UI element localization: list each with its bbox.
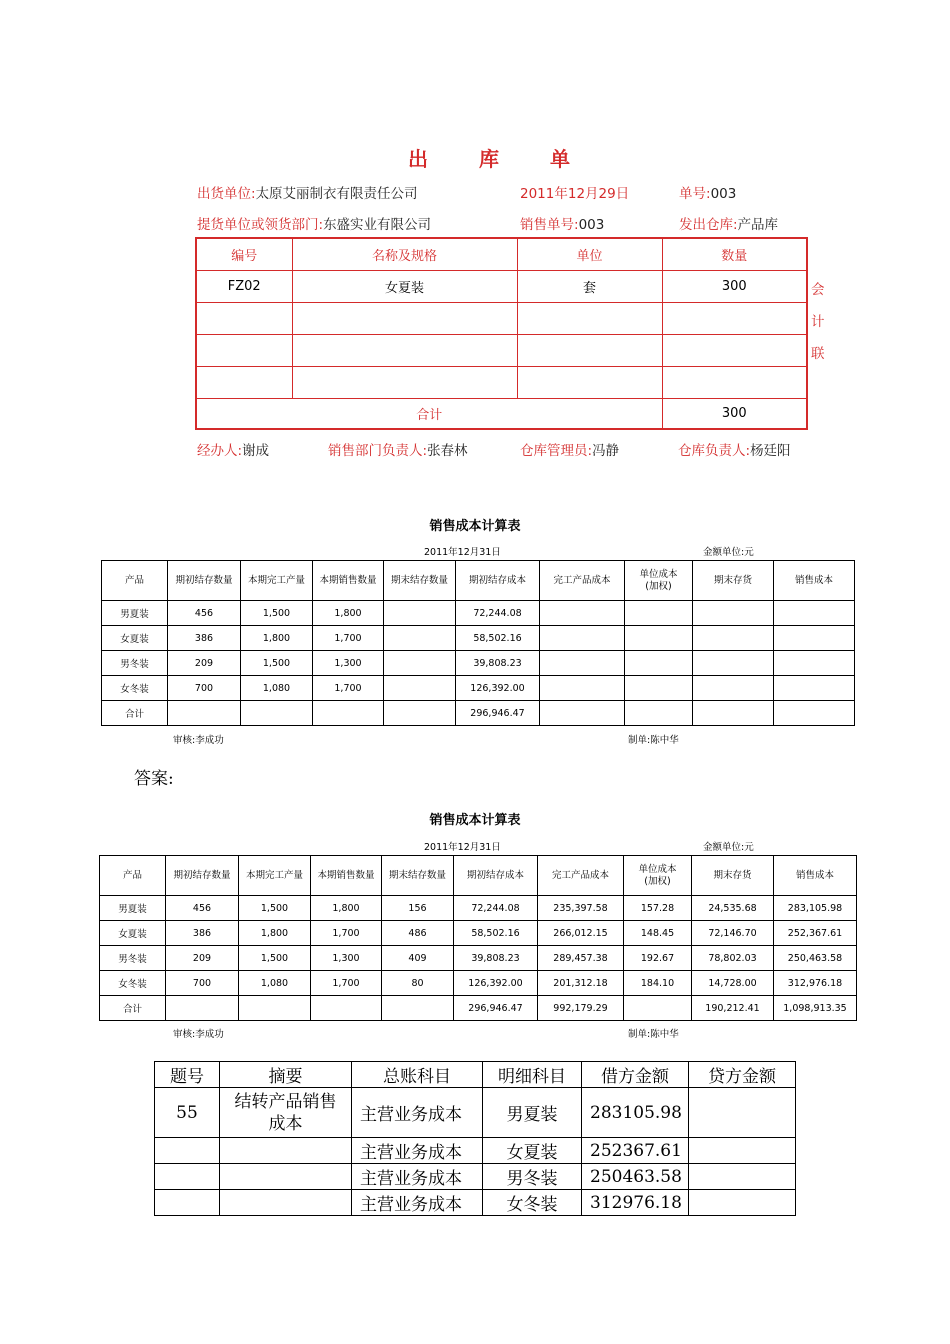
cell: 266,012.15 [538,921,624,946]
calc-table-1-date: 2011年12月31日 [424,547,501,558]
outbound-table [195,237,808,430]
cell [689,1138,796,1164]
cell: 1,500 [241,601,313,626]
cell [689,1088,796,1138]
total-row [102,701,855,726]
calc-table-1-body [102,601,855,726]
handler-field: 经办人:谢成 [197,443,270,459]
answer-label: 答案: [134,769,174,789]
calc-table-1-title: 销售成本计算表 [429,519,521,534]
col-unit: 单位 [517,238,662,270]
journal-header [155,1062,796,1088]
cell [774,626,855,651]
table-row [102,601,855,626]
table-row [196,270,807,302]
cell [774,651,855,676]
cell: 700 [168,676,241,701]
cell: 24,535.68 [692,896,774,921]
cell [693,701,774,726]
table-row [196,366,807,398]
cell [540,601,625,626]
cell [313,701,384,726]
cell: 209 [166,946,239,971]
header-cell: 本期完工产量 [241,561,313,601]
cell: 209 [168,651,241,676]
header-cell: 借方金额 [582,1062,689,1088]
header-cell: 产品 [102,561,168,601]
calc-table-2-unit: 金额单位:元 [703,842,754,853]
cell: 主营业务成本 [352,1190,483,1216]
product-cell: 合计 [102,701,168,726]
cell [196,302,292,334]
calc-table-1-unit: 金额单位:元 [703,547,754,558]
cell: 1,700 [313,676,384,701]
cell: 1,800 [239,921,311,946]
cell: 1,300 [311,946,382,971]
calc-table-2 [99,855,857,1021]
sales-head-field: 销售部门负责人:张春林 [328,443,468,459]
header-cell: 摘要 [220,1062,352,1088]
cell [693,676,774,701]
cell: 主营业务成本 [352,1138,483,1164]
header-cell: 产品 [100,856,166,896]
cell: 250463.58 [582,1164,689,1190]
calc-table-1-reviewer: 审核:李成功 [173,735,224,746]
cell: 1,500 [239,946,311,971]
header-cell: 本期销售数量 [311,856,382,896]
cell: FZ02 [196,270,292,302]
cell: 1,700 [313,626,384,651]
cell: 289,457.38 [538,946,624,971]
side-note-1: 会 [811,282,825,298]
cell [384,701,456,726]
cell [517,366,662,398]
cell: 252,367.61 [774,921,857,946]
receiver-field: 提货单位或领货部门:东盛实业有限公司 [197,217,432,233]
cell [292,302,517,334]
cell [517,334,662,366]
cell [384,626,456,651]
header-cell: 完工产品成本 [540,561,625,601]
header-cell: 题号 [155,1062,220,1088]
total-label: 合计 [196,398,662,429]
header-cell: 明细科目 [483,1062,582,1088]
cell [693,601,774,626]
cell: 283,105.98 [774,896,857,921]
header-cell: 期末结存数量 [382,856,454,896]
cell: 192.67 [624,946,692,971]
table-row [155,1190,796,1216]
cell: 主营业务成本 [352,1164,483,1190]
cell: 女冬装 [483,1190,582,1216]
calc-table-1-preparer: 制单:陈中华 [628,735,679,746]
cell: 250,463.58 [774,946,857,971]
header-cell: 贷方金额 [689,1062,796,1088]
cell [540,651,625,676]
cell [196,366,292,398]
cell: 296,946.47 [456,701,540,726]
cell: 235,397.58 [538,896,624,921]
calc-table-2-title: 销售成本计算表 [429,813,521,828]
cell: 39,808.23 [456,651,540,676]
keeper-field: 仓库管理员:冯静 [520,443,620,459]
cell: 1,700 [311,971,382,996]
table-row [196,302,807,334]
question-number: 55 [155,1088,220,1138]
table-row [100,921,857,946]
form-title: 出 库 单 [408,147,592,171]
cell [220,1190,352,1216]
cell: 300 [662,270,807,302]
header-cell: 期初结存成本 [456,561,540,601]
cell [384,676,456,701]
cell [693,626,774,651]
shipper-field: 出货单位:太原艾丽制衣有限责任公司 [197,186,418,202]
cell: 456 [166,896,239,921]
cell [239,996,311,1021]
doc-number-field: 单号:003 [679,186,737,202]
header-cell: 期初结存成本 [454,856,538,896]
cell [624,996,692,1021]
col-quantity: 数量 [662,238,807,270]
table-row [102,626,855,651]
product-cell: 女夏装 [102,626,168,651]
cell: 700 [166,971,239,996]
cell: 58,502.16 [456,626,540,651]
cell [311,996,382,1021]
cell [625,676,693,701]
header-cell: 期初结存数量 [168,561,241,601]
cell: 套 [517,270,662,302]
cell: 72,244.08 [456,601,540,626]
sales-number-field: 销售单号:003 [520,217,605,233]
total-row [100,996,857,1021]
product-cell: 合计 [100,996,166,1021]
cell [241,701,313,726]
table-row [196,334,807,366]
calc-table-2-header [100,856,857,896]
cell: 1,700 [311,921,382,946]
product-cell: 男冬装 [100,946,166,971]
header-cell: 销售成本 [774,856,857,896]
cell: 男夏装 [483,1088,582,1138]
cell: 1,500 [239,896,311,921]
cell: 女夏装 [483,1138,582,1164]
table-row [100,971,857,996]
calc-table-2-preparer: 制单:陈中华 [628,1029,679,1040]
cell: 72,146.70 [692,921,774,946]
cell [292,334,517,366]
cell: 486 [382,921,454,946]
cell: 312976.18 [582,1190,689,1216]
cell: 女夏装 [292,270,517,302]
product-cell: 女冬装 [100,971,166,996]
cell: 409 [382,946,454,971]
cell [292,366,517,398]
cell [689,1190,796,1216]
cell: 148.45 [624,921,692,946]
cell [774,601,855,626]
calc-table-2-reviewer: 审核:李成功 [173,1029,224,1040]
cell: 男冬装 [483,1164,582,1190]
total-value: 300 [662,398,807,429]
table-row [102,651,855,676]
calc-table-1 [101,560,855,726]
outbound-header-row [196,238,807,270]
cell [220,1138,352,1164]
cell [774,676,855,701]
cell [625,626,693,651]
product-cell: 女夏装 [100,921,166,946]
side-note-3: 联 [811,346,825,362]
cell: 1,500 [241,651,313,676]
cell: 283105.98 [582,1088,689,1138]
cell: 386 [168,626,241,651]
cell [540,701,625,726]
cell: 296,946.47 [454,996,538,1021]
cell [625,701,693,726]
header-cell: 期末结存数量 [384,561,456,601]
cell: 14,728.00 [692,971,774,996]
cell [517,302,662,334]
calc-table-1-header [102,561,855,601]
cell [774,701,855,726]
header-cell: 单位成本 (加权) [624,856,692,896]
cell: 58,502.16 [454,921,538,946]
table-row [100,946,857,971]
header-cell: 期初结存数量 [166,856,239,896]
cell [382,996,454,1021]
warehouse-head-field: 仓库负责人:杨廷阳 [678,443,791,459]
cell: 126,392.00 [454,971,538,996]
cell: 1,800 [313,601,384,626]
warehouse-field: 发出仓库:产品库 [679,217,779,233]
cell [540,676,625,701]
product-cell: 男夏装 [100,896,166,921]
cell: 主营业务成本 [352,1088,483,1138]
cell: 201,312.18 [538,971,624,996]
cell: 80 [382,971,454,996]
cell [540,626,625,651]
cell [384,601,456,626]
product-cell: 男冬装 [102,651,168,676]
total-row [196,398,807,429]
header-cell: 单位成本 (加权) [625,561,693,601]
calc-table-2-body [100,896,857,1021]
calc-table-2-date: 2011年12月31日 [424,842,501,853]
cell [384,651,456,676]
cell: 156 [382,896,454,921]
cell: 72,244.08 [454,896,538,921]
cell: 1,098,913.35 [774,996,857,1021]
header-cell: 本期销售数量 [313,561,384,601]
header-cell: 本期完工产量 [239,856,311,896]
form-date: 2011年12月29日 [520,186,630,202]
cell: 456 [168,601,241,626]
table-row [155,1138,796,1164]
cell [196,334,292,366]
cell [662,334,807,366]
table-row [155,1164,796,1190]
table-row [155,1088,796,1138]
cell: 1,800 [311,896,382,921]
header-cell: 完工产品成本 [538,856,624,896]
cell [625,601,693,626]
cell [693,651,774,676]
table-row [102,676,855,701]
cell [155,1164,220,1190]
cell [168,701,241,726]
col-name-spec: 名称及规格 [292,238,517,270]
cell: 126,392.00 [456,676,540,701]
header-cell: 期末存货 [692,856,774,896]
cell [220,1164,352,1190]
cell: 39,808.23 [454,946,538,971]
cell [689,1164,796,1190]
cell: 252367.61 [582,1138,689,1164]
cell: 386 [166,921,239,946]
cell: 992,179.29 [538,996,624,1021]
product-cell: 男夏装 [102,601,168,626]
summary-cell: 结转产品销售 成本 [220,1088,352,1138]
header-cell: 期末存货 [693,561,774,601]
product-cell: 女冬装 [102,676,168,701]
cell: 190,212.41 [692,996,774,1021]
cell: 312,976.18 [774,971,857,996]
cell: 1,800 [241,626,313,651]
header-cell: 销售成本 [774,561,855,601]
cell [155,1190,220,1216]
journal-table [154,1061,796,1216]
col-code: 编号 [196,238,292,270]
cell: 157.28 [624,896,692,921]
cell: 1,080 [239,971,311,996]
cell: 184.10 [624,971,692,996]
side-note-2: 计 [811,314,825,330]
cell [662,366,807,398]
header-cell: 总账科目 [352,1062,483,1088]
cell [166,996,239,1021]
cell [155,1138,220,1164]
cell: 78,802.03 [692,946,774,971]
cell: 1,300 [313,651,384,676]
table-row [100,896,857,921]
cell [625,651,693,676]
cell: 1,080 [241,676,313,701]
cell [662,302,807,334]
